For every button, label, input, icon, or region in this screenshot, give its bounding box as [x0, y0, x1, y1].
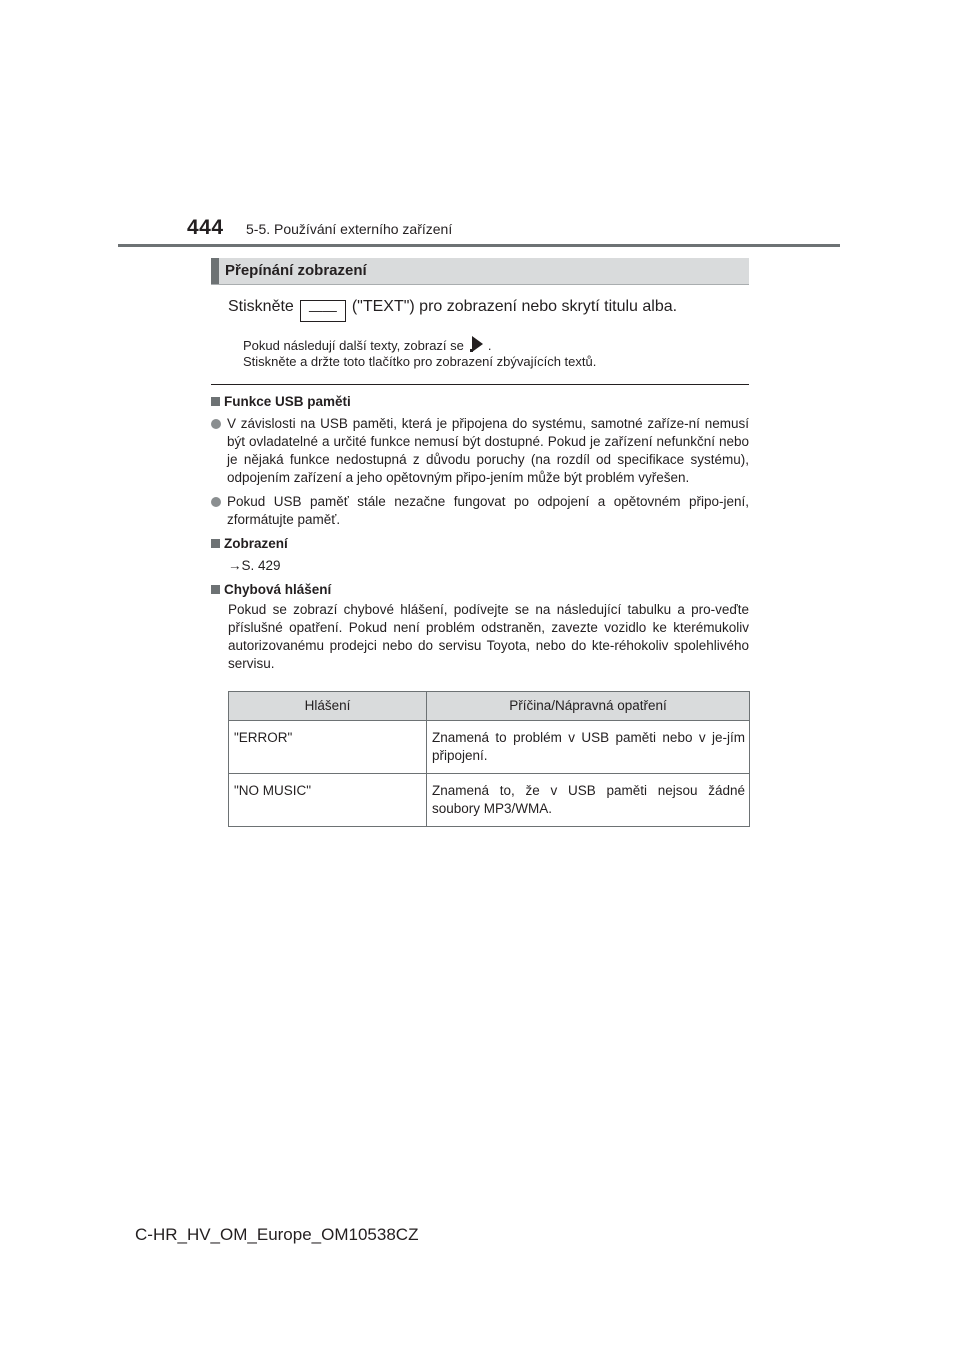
instruction-text [228, 298, 677, 322]
error-message-table [228, 691, 750, 827]
table-row [229, 721, 750, 774]
instruction-after: ("TEXT") pro zobrazení nebo skrytí titulu alba. [351, 298, 678, 315]
usb-title [211, 393, 749, 411]
table-header-message: Hlášení [229, 692, 427, 721]
square-bullet-icon [211, 539, 220, 548]
display-title-text: Zobrazení [224, 536, 288, 551]
header-rule [118, 244, 840, 247]
usb-bullet-2-text: Pokud USB paměť stále nezačne fungovat po odpojení a opětovném připo-jení, zformátujte paměť. [227, 494, 749, 527]
more-text-arrow-icon [470, 335, 484, 356]
display-title [211, 535, 749, 553]
text-button-icon: —— [300, 300, 346, 322]
note-line-1 [243, 335, 492, 356]
note-line1-before: Pokud následují další texty, zobrazí se [243, 338, 464, 353]
display-page-ref: →S. 429 [228, 558, 281, 573]
round-bullet-icon [211, 493, 227, 504]
note-line-2: Stiskněte a držte toto tlačítko pro zobrazení zbývajících textů. [243, 354, 597, 369]
usb-bullet-1-text: V závislosti na USB paměti, která je připojena do systému, samotné zaříze-ní nemusí být ovladatelné a určité funkce nemusí být dostupné. Pokud je zařízení nefunkční nebo je nějaká funkce nedostupná z důvodu poruchy (na rozdíl od specifikace systému), odpojením zařízení a jeho opětovným připo-jením může být problém vyřešen. [227, 416, 749, 485]
round-bullet-icon [211, 415, 227, 426]
errors-title-text: Chybová hlášení [224, 582, 332, 597]
footer-document-code: C-HR_HV_OM_Europe_OM10538CZ [135, 1225, 419, 1244]
table-cell-message: "ERROR" [229, 721, 427, 774]
usb-section [211, 393, 749, 673]
errors-text: Pokud se zobrazí chybové hlášení, podívejte se na následující tabulku a pro-veďte příslušné opatření. Pokud není problém odstraněn, zavezte vozidlo ke kterémukoliv autorizovanému prodejci nebo do servisu Toyota, nebo do kte-réhokoliv spolehlivého servisu. [228, 602, 749, 671]
section-bar-tab [211, 258, 219, 284]
table-cell-message: "NO MUSIC" [229, 774, 427, 827]
usb-bullet-1 [211, 415, 749, 487]
table-cell-cause: Znamená to, že v USB paměti nejsou žádné soubory MP3/WMA. [427, 774, 750, 827]
table-header-cause: Příčina/Nápravná opatření [427, 692, 750, 721]
note-line1-after: . [487, 338, 492, 353]
usb-title-text: Funkce USB paměti [224, 394, 351, 409]
square-bullet-icon [211, 397, 220, 406]
section-divider [211, 384, 749, 385]
section-heading-bar [211, 258, 749, 285]
chapter-title: 5-5. Používání externího zařízení [246, 221, 453, 237]
table-row [229, 774, 750, 827]
errors-title [211, 581, 749, 599]
instruction-before: Stiskněte [228, 298, 294, 315]
section-heading: Přepínání zobrazení [225, 262, 367, 279]
table-header-row [229, 692, 750, 721]
square-bullet-icon [211, 585, 220, 594]
table-cell-cause: Znamená to problém v USB paměti nebo v je-jím připojení. [427, 721, 750, 774]
page-number: 444 [187, 216, 224, 239]
usb-bullet-2 [211, 493, 749, 529]
